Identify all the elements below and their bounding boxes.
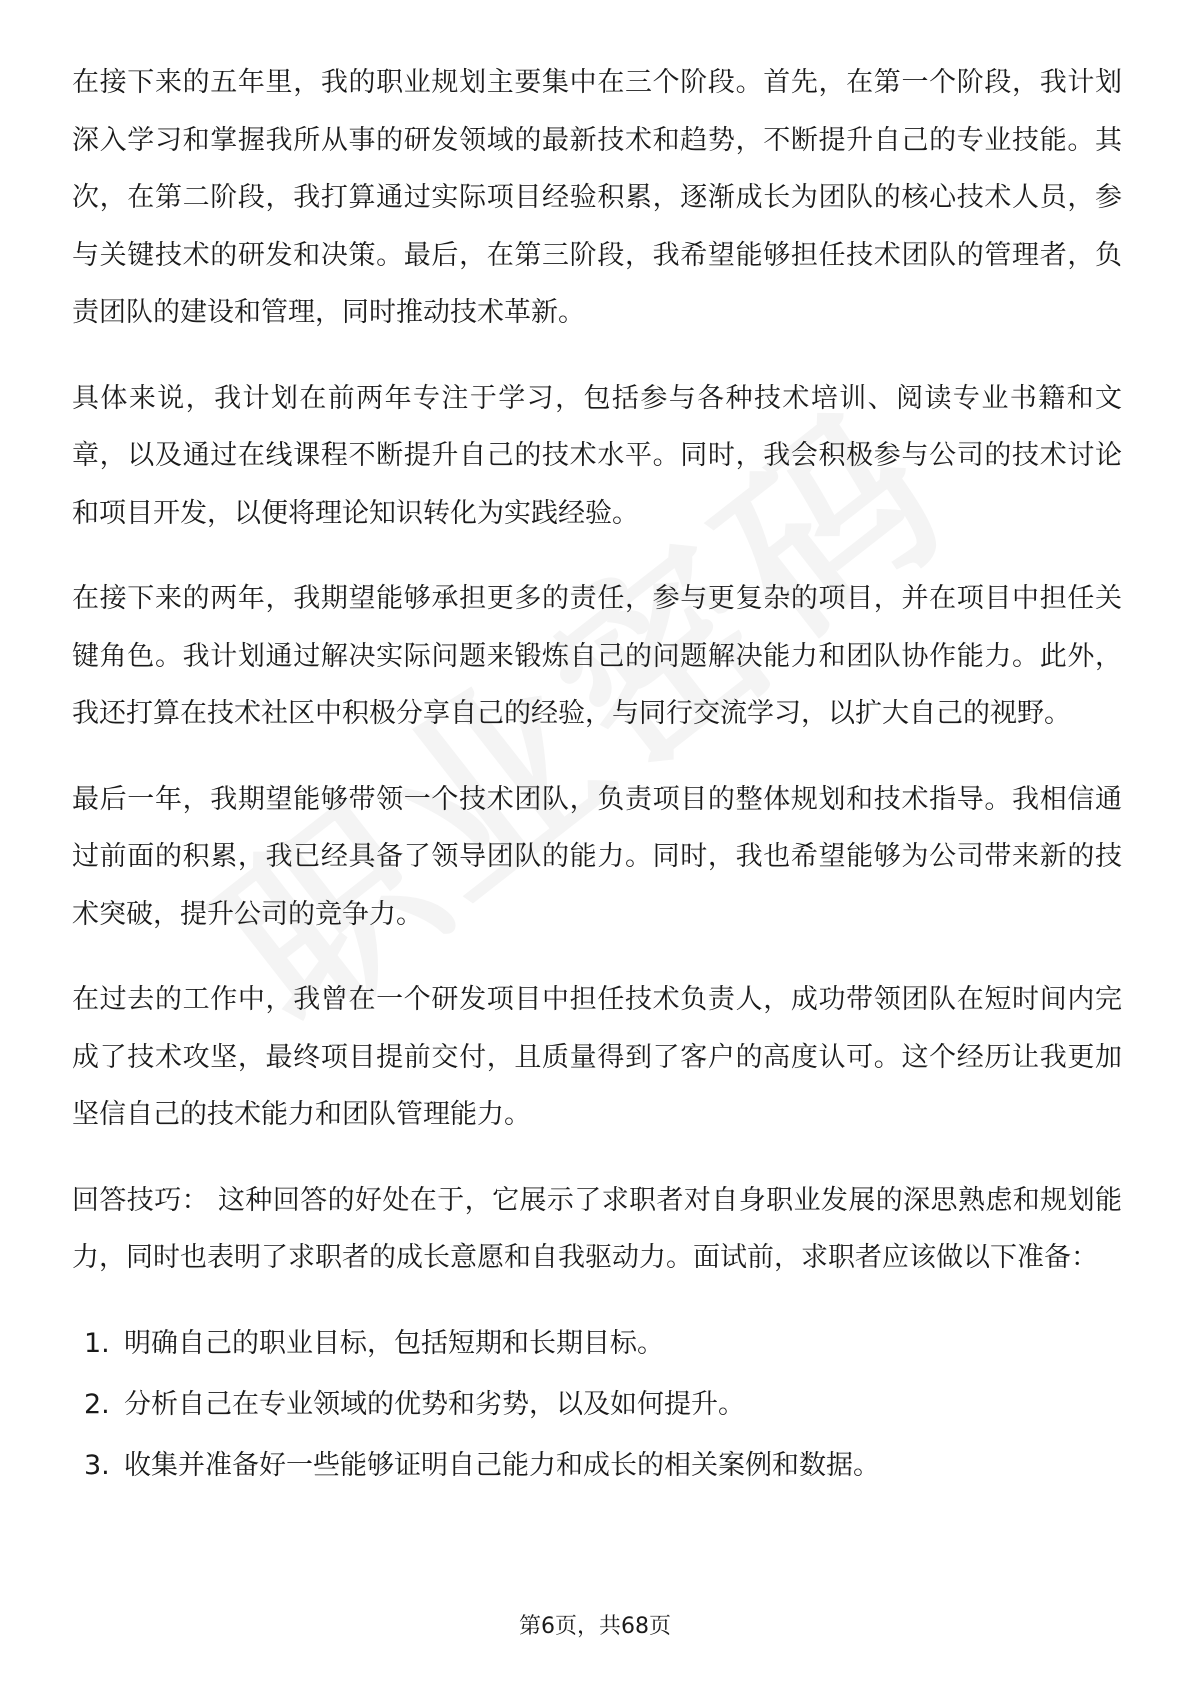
list-item (72, 1437, 1122, 1494)
paragraph-final-year: 最后一年，我期望能够带领一个技术团队，负责项目的整体规划和技术指导。我相信通过前面的积累，我已经具备了领导团队的能力。同时，我也希望能够为公司带来新的技术突破，提升公司的竞争力。 (72, 783, 1122, 930)
list-item (72, 1315, 1122, 1372)
paragraph-career-plan: 在接下来的五年里，我的职业规划主要集中在三个阶段。首先，在第一个阶段，我计划深入学习和掌握我所从事的研发领域的最新技术和趋势，不断提升自己的专业技能。其次，在第二阶段，我打算通过实际项目经验积累，逐渐成长为团队的核心技术人员，参与关键技术的研发和决策。最后，在第三阶段，我希望能够担任技术团队的管理者，负责团队的建设和管理，同时推动技术革新。 (72, 67, 1122, 328)
list-text: 分析自己在专业领域的优势和劣势，以及如何提升。 (124, 1388, 745, 1420)
list-number: 1. (84, 1327, 110, 1359)
paragraph-answer-tips: 回答技巧： 这种回答的好处在于，它展示了求职者对自身职业发展的深思熟虑和规划能力，同时也表明了求职者的成长意愿和自我驱动力。面试前，求职者应该做以下准备： (72, 1184, 1122, 1273)
list-text: 明确自己的职业目标，包括短期和长期目标。 (124, 1327, 664, 1359)
paragraph-next-two-years: 在接下来的两年，我期望能够承担更多的责任，参与更复杂的项目，并在项目中担任关键角色。我计划通过解决实际问题来锻炼自己的问题解决能力和团队协作能力。此外，我还打算在技术社区中积极分享自己的经验，与同行交流学习，以扩大自己的视野。 (72, 583, 1122, 729)
page-footer: 第6页，共68页 (519, 1614, 671, 1639)
list-number: 2. (84, 1388, 110, 1420)
list-item (72, 1376, 1122, 1433)
paragraph-first-two-years: 具体来说，我计划在前两年专注于学习，包括参与各种技术培训、阅读专业书籍和文章，以及通过在线课程不断提升自己的技术水平。同时，我会积极参与公司的技术讨论和项目开发，以便将理论知识转化为实践经验。 (72, 382, 1122, 529)
preparation-list (72, 1315, 1122, 1494)
document-body (72, 54, 1122, 1498)
list-text: 收集并准备好一些能够证明自己能力和成长的相关案例和数据。 (124, 1449, 880, 1481)
paragraph-past-experience: 在过去的工作中，我曾在一个研发项目中担任技术负责人，成功带领团队在短时间内完成了技术攻坚，最终项目提前交付，且质量得到了客户的高度认可。这个经历让我更加坚信自己的技术能力和团队管理能力。 (72, 984, 1122, 1130)
list-number: 3. (84, 1449, 110, 1481)
